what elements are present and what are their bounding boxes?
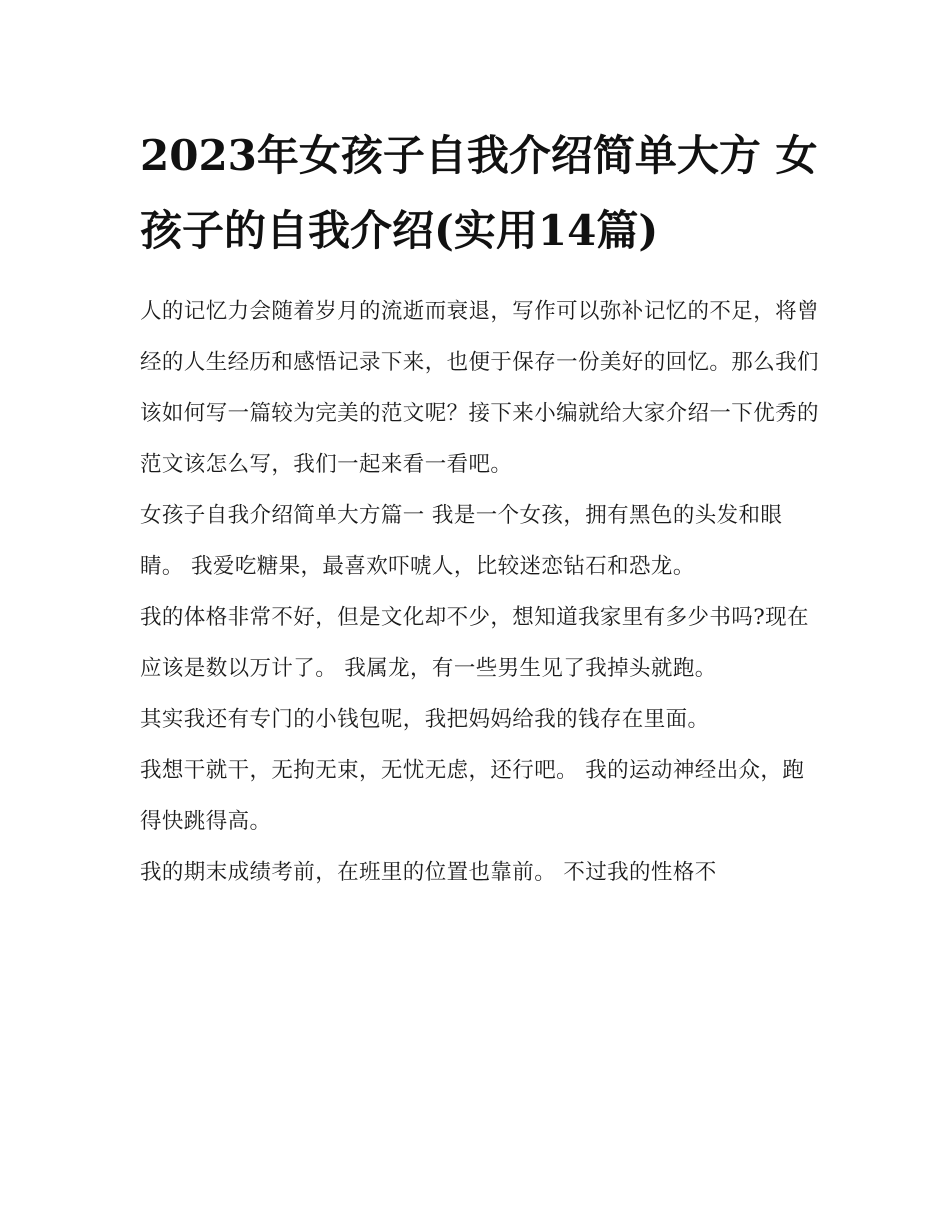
paragraph-5: 我的期末成绩考前，在班里的位置也靠前。 不过我的性格不 bbox=[140, 860, 717, 885]
document-body bbox=[140, 286, 820, 898]
document-title: 2023年女孩子自我介绍简单大方 女孩子的自我介绍(实用14篇) bbox=[140, 131, 818, 255]
paragraph-2: 我的体格非常不好，但是文化却不少，想知道我家里有多少书吗?现在应该是数以万计了。 我属龙，有一些男生见了我掉头就跑。 bbox=[140, 605, 809, 681]
paragraph-4: 我想干就干，无拘无束，无忧无虑，还行吧。 我的运动神经出众，跑得快跳得高。 bbox=[140, 758, 805, 834]
paragraph-3: 其实我还有专门的小钱包呢，我把妈妈给我的钱存在里面。 bbox=[140, 707, 710, 732]
paragraph-1: 女孩子自我介绍简单大方篇一 我是一个女孩，拥有黑色的头发和眼睛。 我爱吃糖果，最喜欢吓唬人，比较迷恋钻石和恐龙。 bbox=[140, 503, 783, 579]
paragraph-intro: 人的记忆力会随着岁月的流逝而衰退，写作可以弥补记忆的不足，将曾经的人生经历和感悟记录下来，也便于保存一份美好的回忆。那么我们该如何写一篇较为完美的范文呢？接下来小编就给大家介绍一下优秀的范文该怎么写，我们一起来看一看吧。 bbox=[140, 299, 819, 477]
document-page bbox=[140, 118, 820, 898]
